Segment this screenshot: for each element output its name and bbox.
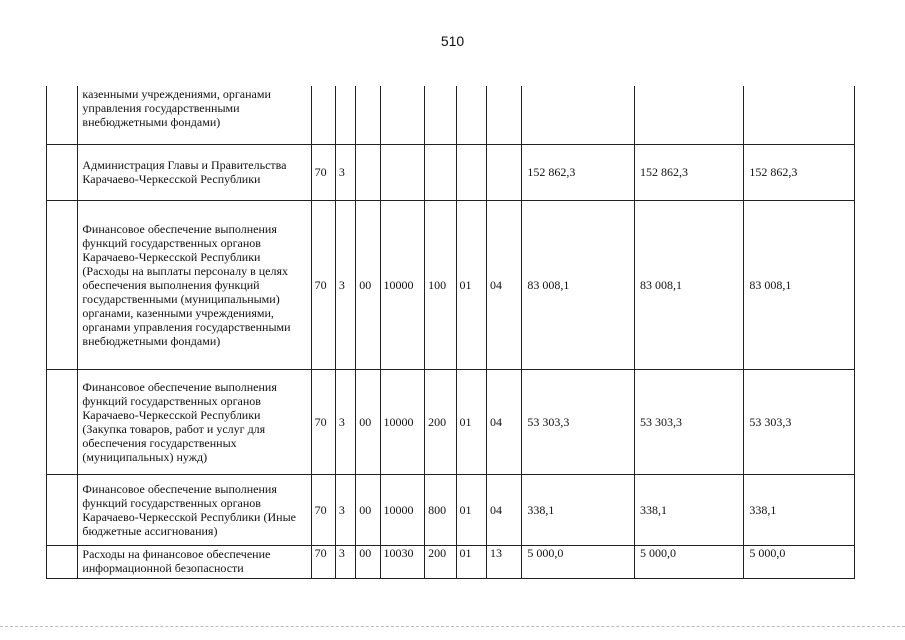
code-cell: 3 [335, 474, 355, 545]
row-margin-cell [47, 545, 78, 578]
code-cell: 10000 [380, 200, 425, 369]
code-cell: 01 [456, 200, 486, 369]
page-number: 510 [440, 33, 465, 49]
code-cell [486, 144, 521, 200]
code-cell: 04 [486, 369, 521, 474]
amount-cell: 338,1 [522, 474, 635, 545]
amount-cell: 53 303,3 [522, 369, 635, 474]
amount-cell: 152 862,3 [634, 144, 743, 200]
code-cell [486, 86, 521, 144]
table-row [47, 86, 855, 144]
code-cell: 800 [425, 474, 456, 545]
code-cell: 70 [311, 474, 335, 545]
code-cell [311, 86, 335, 144]
code-cell: 100 [425, 200, 456, 369]
amount-cell: 83 008,1 [522, 200, 635, 369]
amount-cell [744, 86, 855, 144]
footer-divider [0, 626, 905, 627]
amount-cell: 83 008,1 [634, 200, 743, 369]
description-cell: Финансовое обеспечение выполнения функций государственных органов Карачаево-Черкесской Республики (Иные бюджетные ассигнования) [78, 474, 311, 545]
budget-table [46, 86, 855, 579]
code-cell [335, 86, 355, 144]
table-row [47, 474, 855, 545]
amount-cell: 5 000,0 [744, 545, 855, 578]
code-cell [425, 144, 456, 200]
amount-cell: 5 000,0 [634, 545, 743, 578]
description-cell: казенными учреждениями, органами управления государственными внебюджетными фондами) [78, 86, 311, 144]
code-cell: 10030 [380, 545, 425, 578]
table-row [47, 369, 855, 474]
code-cell [356, 86, 380, 144]
code-cell: 3 [335, 200, 355, 369]
code-cell: 70 [311, 144, 335, 200]
code-cell: 70 [311, 200, 335, 369]
code-cell: 04 [486, 200, 521, 369]
code-cell: 10000 [380, 474, 425, 545]
amount-cell: 53 303,3 [744, 369, 855, 474]
amount-cell: 338,1 [634, 474, 743, 545]
code-cell: 00 [356, 369, 380, 474]
code-cell: 00 [356, 545, 380, 578]
code-cell [456, 86, 486, 144]
code-cell: 3 [335, 545, 355, 578]
code-cell: 70 [311, 369, 335, 474]
code-cell: 00 [356, 200, 380, 369]
code-cell [380, 144, 425, 200]
code-cell: 04 [486, 474, 521, 545]
description-cell: Администрация Главы и Правительства Карачаево-Черкесской Республики [78, 144, 311, 200]
description-cell: Расходы на финансовое обеспечение информационной безопасности [78, 545, 311, 578]
description-cell: Финансовое обеспечение выполнения функций государственных органов Карачаево-Черкесской Республики (Расходы на выплаты персоналу в целях обеспечения выполнения функций государственными (муниципальными) органами, казенными учреждениями, органами управления государственными внебюджетными фондами) [78, 200, 311, 369]
code-cell: 10000 [380, 369, 425, 474]
code-cell [456, 144, 486, 200]
code-cell: 3 [335, 144, 355, 200]
row-margin-cell [47, 144, 78, 200]
code-cell: 00 [356, 474, 380, 545]
description-cell: Финансовое обеспечение выполнения функций государственных органов Карачаево-Черкесской Республики (Закупка товаров, работ и услуг для обеспечения государственных (муниципальных) нужд) [78, 369, 311, 474]
row-margin-cell [47, 86, 78, 144]
code-cell: 01 [456, 545, 486, 578]
code-cell [356, 144, 380, 200]
amount-cell: 152 862,3 [522, 144, 635, 200]
code-cell: 3 [335, 369, 355, 474]
code-cell: 13 [486, 545, 521, 578]
table-row [47, 144, 855, 200]
row-margin-cell [47, 474, 78, 545]
code-cell [425, 86, 456, 144]
amount-cell: 152 862,3 [744, 144, 855, 200]
amount-cell [634, 86, 743, 144]
amount-cell: 5 000,0 [522, 545, 635, 578]
code-cell: 200 [425, 545, 456, 578]
code-cell: 01 [456, 474, 486, 545]
table-row [47, 545, 855, 578]
code-cell: 200 [425, 369, 456, 474]
code-cell [380, 86, 425, 144]
amount-cell: 53 303,3 [634, 369, 743, 474]
row-margin-cell [47, 369, 78, 474]
amount-cell: 338,1 [744, 474, 855, 545]
amount-cell: 83 008,1 [744, 200, 855, 369]
amount-cell [522, 86, 635, 144]
code-cell: 70 [311, 545, 335, 578]
code-cell: 01 [456, 369, 486, 474]
table-row [47, 200, 855, 369]
row-margin-cell [47, 200, 78, 369]
